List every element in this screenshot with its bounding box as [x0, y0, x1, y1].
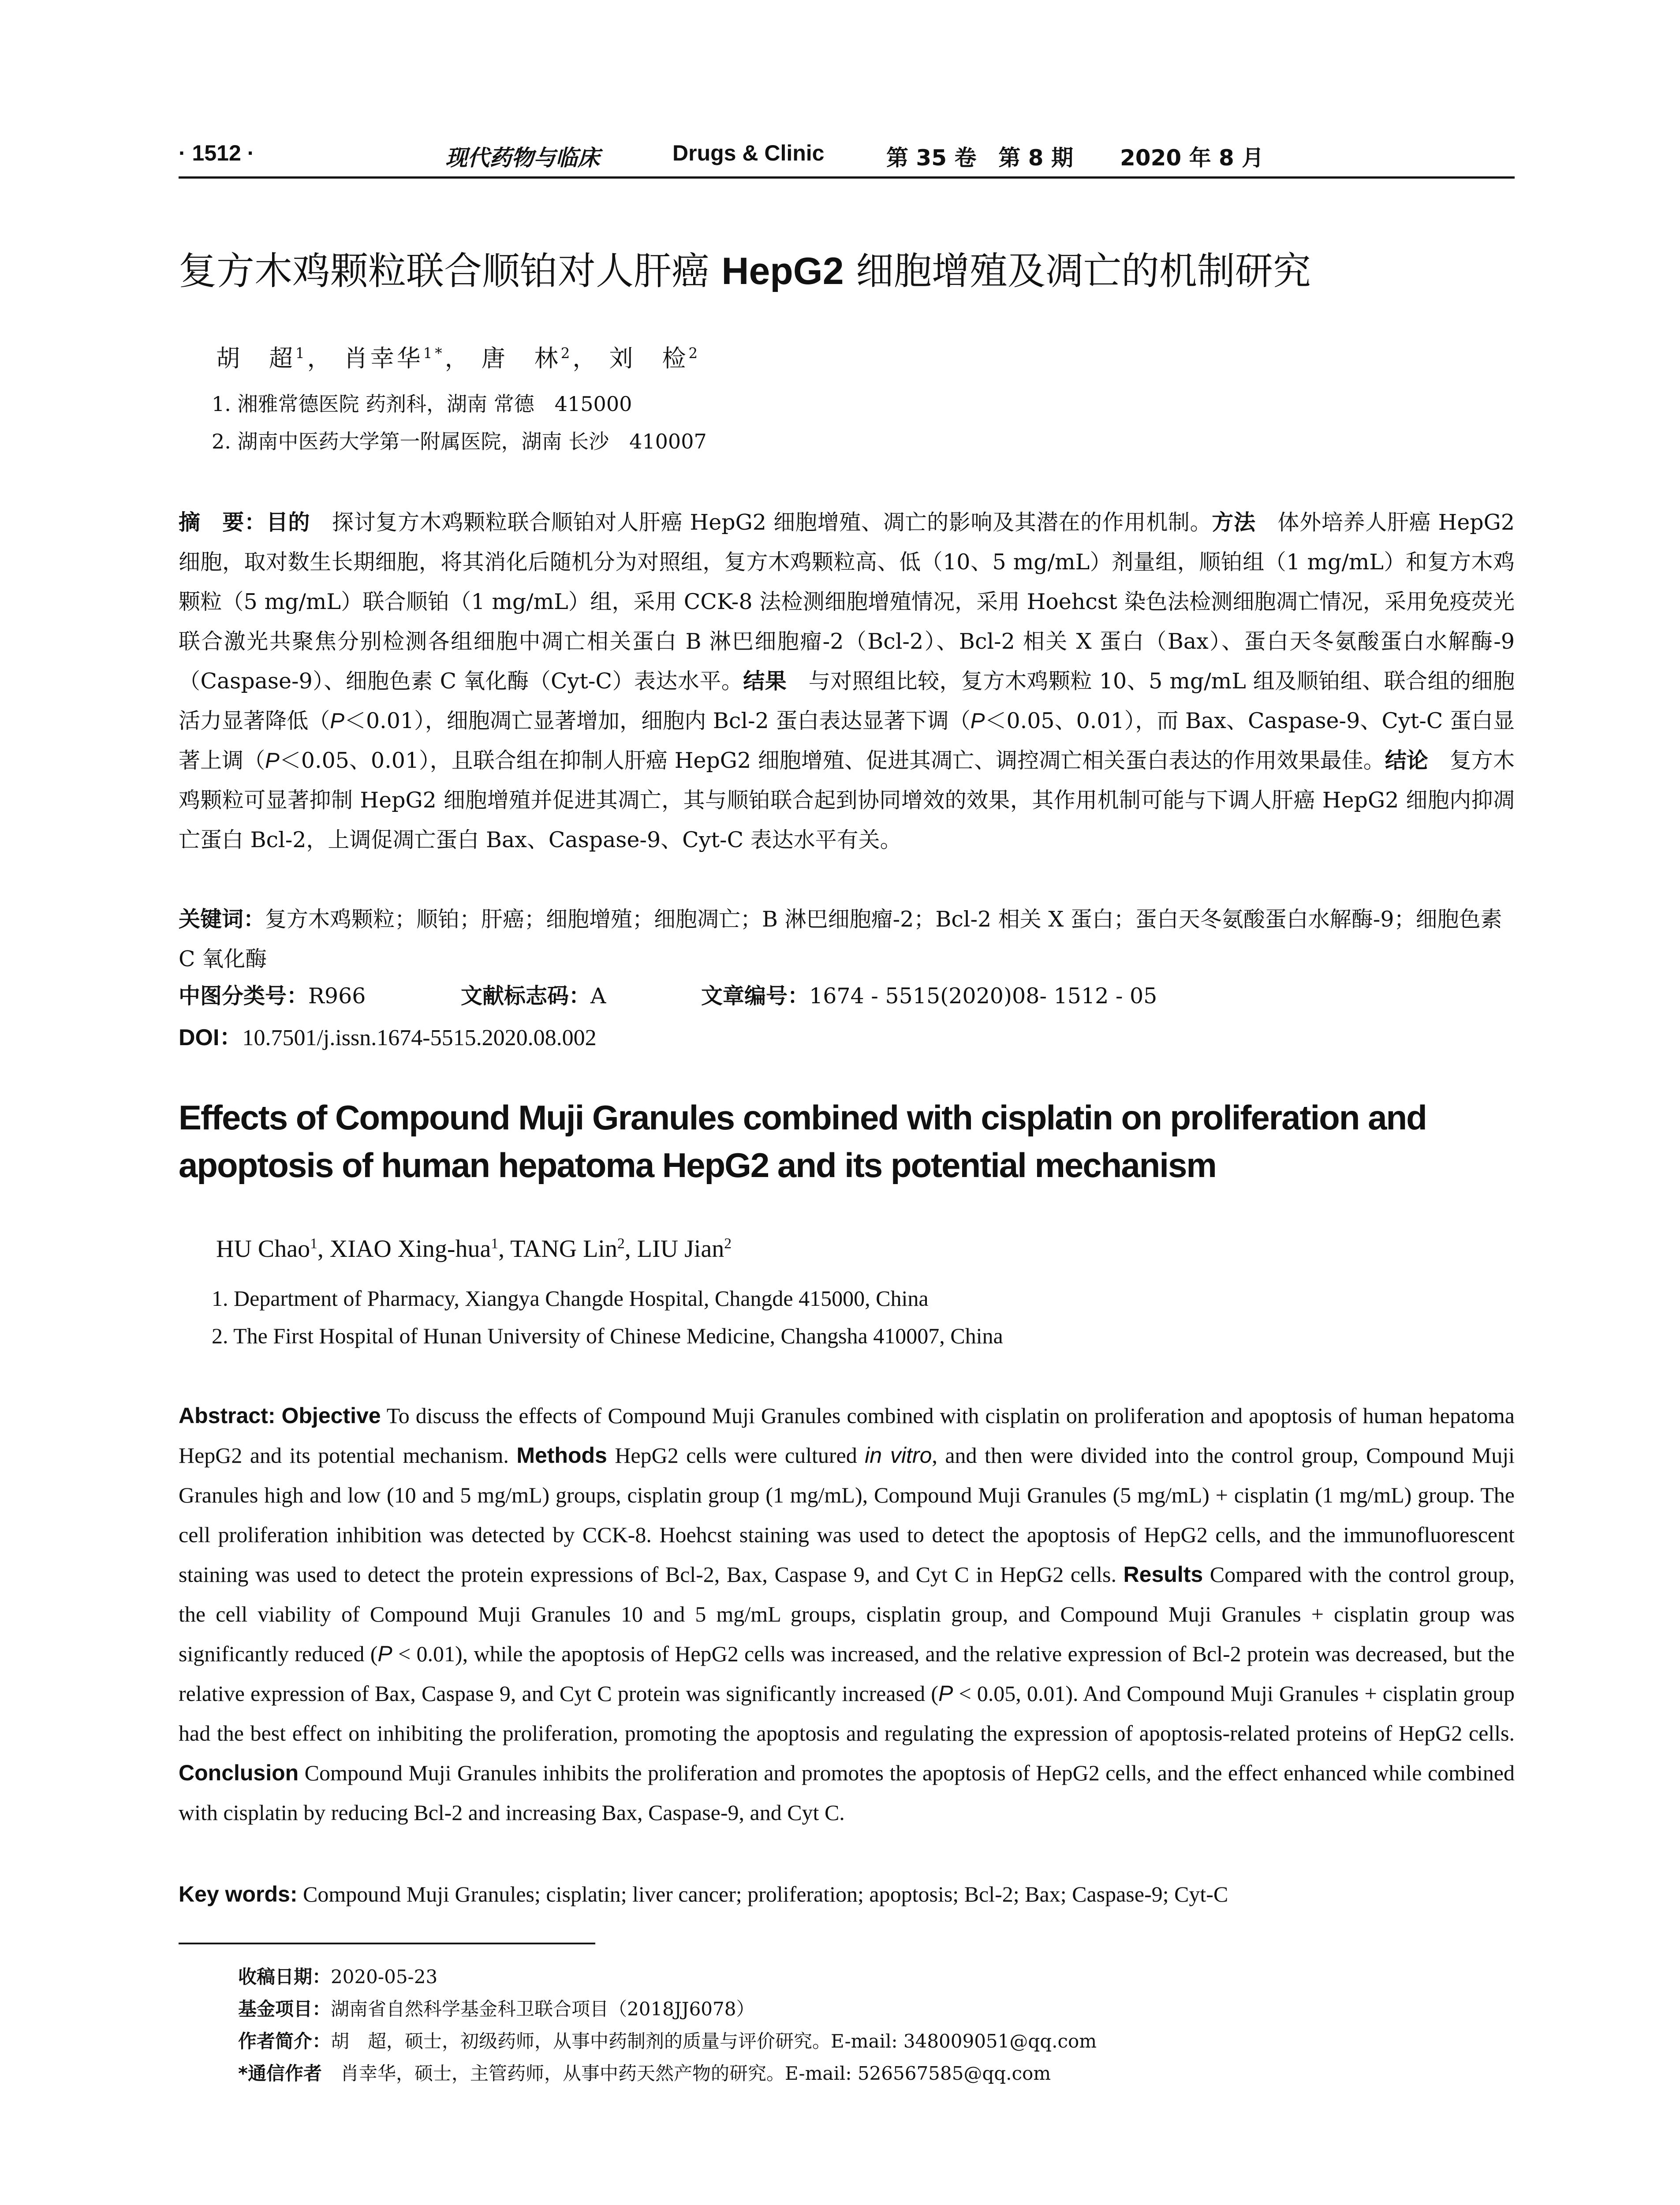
corresponding-label: *通信作者: [238, 2063, 322, 2084]
footnote-received: [238, 1962, 437, 1989]
p-value-symbol: P: [377, 1641, 392, 1666]
title-en: [179, 1094, 1546, 1189]
abstract-label: 摘 要：: [179, 510, 266, 535]
running-header: [179, 140, 1515, 176]
author-name: HU Chao: [216, 1235, 310, 1263]
article-no-label: 文章编号：: [701, 983, 810, 1009]
title-cn-part: 复方木鸡颗粒联合顺铂对人肝癌: [179, 249, 722, 293]
clc-label: 中图分类号：: [179, 983, 309, 1009]
footnote-rule: [179, 1943, 595, 1944]
page-number: · 1512 ·: [179, 141, 255, 165]
p-value-symbol: P: [970, 709, 985, 733]
conclusion-label: Conclusion: [179, 1760, 299, 1785]
in-vitro-term: in vitro: [865, 1443, 932, 1468]
author-bio-label: 作者简介：: [238, 2030, 331, 2052]
affiliation-en: 1. Department of Pharmacy, Xiangya Changde Hospital, Changde 415000, China: [212, 1286, 929, 1311]
objective-label: 目的: [266, 510, 310, 535]
journal-name-en: Drugs & Clinic: [672, 141, 825, 165]
abstract-label: Abstract:: [179, 1403, 276, 1428]
authors-en: HU Chao$^1$, XIAO Xing-hua$^1$, TANG Lin$^2$, LIU Jian$^2$: [216, 1235, 732, 1263]
methods-text: 体外培养人肝癌 HepG2 细胞，取对数生长期细胞，将其消化后随机分为对照组，复方木鸡颗粒高、低（10、5 mg/mL）剂量组，顺铂组（1 mg/mL）和复方木鸡颗粒（5 mg/mL）联合顺铂（1 mg/mL）组，采用 CCK-8 法检测细胞增殖情况，采用 Hoehcst 染色法检测细胞凋亡情况，采用免疫荧光联合激光共聚焦分别检测各组细胞中凋亡相关蛋白 B 淋巴细胞瘤-2（Bcl-2）、Bcl-2 相关 X 蛋白（Bax）、蛋白天冬氨酸蛋白水解酶-9（Caspase-9）、细胞色素 C 氧化酶（Cyt-C）表达水平。: [179, 510, 1515, 694]
affiliation-cn: 2. 湖南中医药大学第一附属医院，湖南 长沙 410007: [212, 430, 707, 453]
volume-issue: 第 35 卷 第 8 期: [886, 145, 1073, 171]
keywords-label: Key words:: [179, 1882, 298, 1906]
author-name: TANG Lin: [510, 1235, 617, 1263]
p-value-symbol: P: [265, 749, 280, 773]
conclusion-text: Compound Muji Granules inhibits the proliferation and promotes the apoptosis of HepG2 cells, and the effect enhanced while combined with cisplatin by reducing Bcl-2 and increasing Bax, Caspase-9, and Cyt C.: [179, 1760, 1515, 1825]
author-sup: 1: [310, 1235, 317, 1252]
results-text: < 0.01), while the apoptosis of HepG2 cells was increased, and the relative expression of Bcl-2 protein was decreased, but the relative expression of Bax, Caspase 9, and Cyt C protein was significantly increased (: [179, 1641, 1515, 1706]
author-name: 肖幸华: [343, 344, 423, 372]
corresponding-text: 肖幸华，硕士，主管药师，从事中药天然产物的研究。E-mail: 526567585@qq.com: [321, 2063, 1051, 2084]
author-sup: 2: [617, 1235, 625, 1252]
doi-label: DOI：: [179, 1025, 243, 1050]
fund-label: 基金项目：: [238, 1998, 331, 2020]
keywords-label: 关键词：: [179, 907, 265, 932]
author-name: XIAO Xing-hua: [329, 1235, 491, 1263]
keywords-en: [179, 1874, 1515, 1914]
article-no-value: 1674 - 5515(2020)08- 1512 - 05: [809, 983, 1157, 1009]
journal-name-cn: 现代药物与临床: [445, 145, 600, 171]
author-name: 刘 检: [609, 344, 689, 372]
keywords-text: Compound Muji Granules; cisplatin; liver cancer; proliferation; apoptosis; Bcl-2; Bax; Caspase-9; Cyt-C: [297, 1882, 1228, 1906]
results-text: 与对照组比较，复方木鸡颗粒 10、5 mg/mL 组及顺铂组、联合组的细胞活力显著降低（: [179, 669, 1515, 733]
conclusion-label: 结论: [1385, 748, 1428, 773]
clc-value: R966: [308, 983, 366, 1009]
author-sup: 2: [560, 345, 573, 362]
objective-text: 探讨复方木鸡颗粒联合顺铂对人肝癌 HepG2 细胞增殖、凋亡的影响及其潜在的作用机制。: [310, 510, 1212, 535]
keywords-text: 复方木鸡颗粒；顺铂；肝癌；细胞增殖；细胞凋亡；B 淋巴细胞瘤-2；Bcl-2 相关 X 蛋白；蛋白天冬氨酸蛋白水解酶-9；细胞色素 C 氧化酶: [179, 907, 1502, 972]
title-cn-part: 细胞增殖及凋亡的机制研究: [844, 249, 1311, 293]
doc-code-value: A: [590, 983, 606, 1009]
title-cn-cellline: HepG2: [721, 250, 844, 292]
methods-text: HepG2 cells were cultured: [607, 1443, 865, 1468]
received-label: 收稿日期：: [238, 1966, 331, 1988]
results-text: Compared with the control group, the cell viability of Compound Muji Granules 10 and 5 mg/mL groups, cisplatin group, and Compound Muji Granules + cisplatin group was significantly reduced (: [179, 1562, 1515, 1666]
author-bio-text: 胡 超，硕士，初级药师，从事中药制剂的质量与评价研究。E-mail: 348009051@qq.com: [331, 2030, 1097, 2052]
doc-code-label: 文献标志码：: [461, 983, 591, 1009]
results-text: ＜0.05、0.01），而 Bax、Caspase-9、Cyt-C 蛋白显著上调（: [179, 708, 1515, 773]
p-value-symbol: P: [938, 1681, 953, 1706]
author-name: 唐 林: [481, 344, 561, 372]
results-text: ＜0.05、0.01），且联合组在抑制人肝癌 HepG2 细胞增殖、促进其凋亡、调控凋亡相关蛋白表达的作用效果最佳。: [279, 748, 1385, 773]
fund-text: 湖南省自然科学基金科卫联合项目（2018JJ6078）: [331, 1998, 755, 2020]
title-en-line: Effects of Compound Muji Granules combined with cisplatin on proliferation and: [179, 1098, 1426, 1137]
footnote-author: [238, 2027, 1097, 2053]
results-text: < 0.05, 0.01). And Compound Muji Granules + cisplatin group had the best effect on inhibiting the proliferation, promoting the apoptosis and regulating the expression of apoptosis-related proteins of HepG2 cells.: [179, 1681, 1515, 1745]
results-label: 结果: [743, 669, 787, 694]
author-sup: 1: [491, 1235, 499, 1252]
p-value-symbol: P: [330, 709, 344, 733]
issue-date: 2020 年 8 月: [1120, 145, 1264, 171]
conclusion-text: 复方木鸡颗粒可显著抑制 HepG2 细胞增殖并促进其凋亡，其与顺铂联合起到协同增效的效果，其作用机制可能与下调人肝癌 HepG2 细胞内抑凋亡蛋白 Bcl-2，上调促凋亡蛋白 Bax、Caspase-9、Cyt-C 表达水平有关。: [179, 748, 1515, 852]
footnote-corresponding: [238, 2059, 1051, 2085]
doi-line: [179, 1019, 597, 1052]
affiliation-cn: 1. 湘雅常德医院 药剂科，湖南 常德 415000: [212, 392, 632, 416]
authors-cn: 胡 超$^1$， 肖幸华$^{1*}$， 唐 林$^2$， 刘 检$^2$: [216, 344, 701, 372]
affiliation-en: 2. The First Hospital of Hunan University of Chinese Medicine, Changsha 410007, China: [212, 1323, 1003, 1348]
author-sup: 1*: [423, 345, 445, 362]
author-sup: 2: [688, 345, 701, 362]
results-label: Results: [1123, 1562, 1203, 1587]
header-rule: [179, 176, 1515, 179]
received-date: 2020-05-23: [331, 1966, 438, 1988]
author-name: 胡 超: [216, 344, 295, 372]
objective-label: Objective: [281, 1403, 381, 1428]
keywords-cn: [179, 900, 1515, 979]
methods-label: Methods: [516, 1443, 607, 1468]
abstract-en: [179, 1396, 1515, 1832]
results-text: ＜0.01），细胞凋亡显著增加，细胞内 Bcl-2 蛋白表达显著下调（: [344, 708, 971, 733]
author-name: LIU Jian: [637, 1235, 724, 1263]
classification-line: [179, 979, 1515, 1014]
methods-label: 方法: [1212, 510, 1256, 535]
doi-link[interactable]: 10.7501/j.issn.1674-5515.2020.08.002: [242, 1025, 597, 1050]
abstract-cn: [179, 503, 1515, 860]
author-sup: 2: [724, 1235, 732, 1252]
methods-text: , and then were divided into the control group, Compound Muji Granules high and low (10 and 5 mg/mL) groups, cisplatin group (1 mg/mL), Compound Muji Granules (5 mg/mL) + cisplatin (1 mg/mL) group. The cell proliferation inhibition was detected by CCK-8. Hoehcst staining was used to detect the apoptosis of HepG2 cells, and the immunofluorescent staining was used to detect the protein expressions of Bcl-2, Bax, Caspase 9, and Cyt C in HepG2 cells.: [179, 1443, 1515, 1587]
footnote-fund: [238, 1995, 754, 2021]
author-sup: 1: [295, 345, 307, 362]
objective-text: To discuss the effects of Compound Muji Granules combined with cisplatin on proliferation and apoptosis of human hepatoma HepG2 and its potential mechanism.: [179, 1403, 1515, 1468]
title-cn: [179, 245, 1523, 298]
title-en-line: apoptosis of human hepatoma HepG2 and its potential mechanism: [179, 1146, 1216, 1185]
